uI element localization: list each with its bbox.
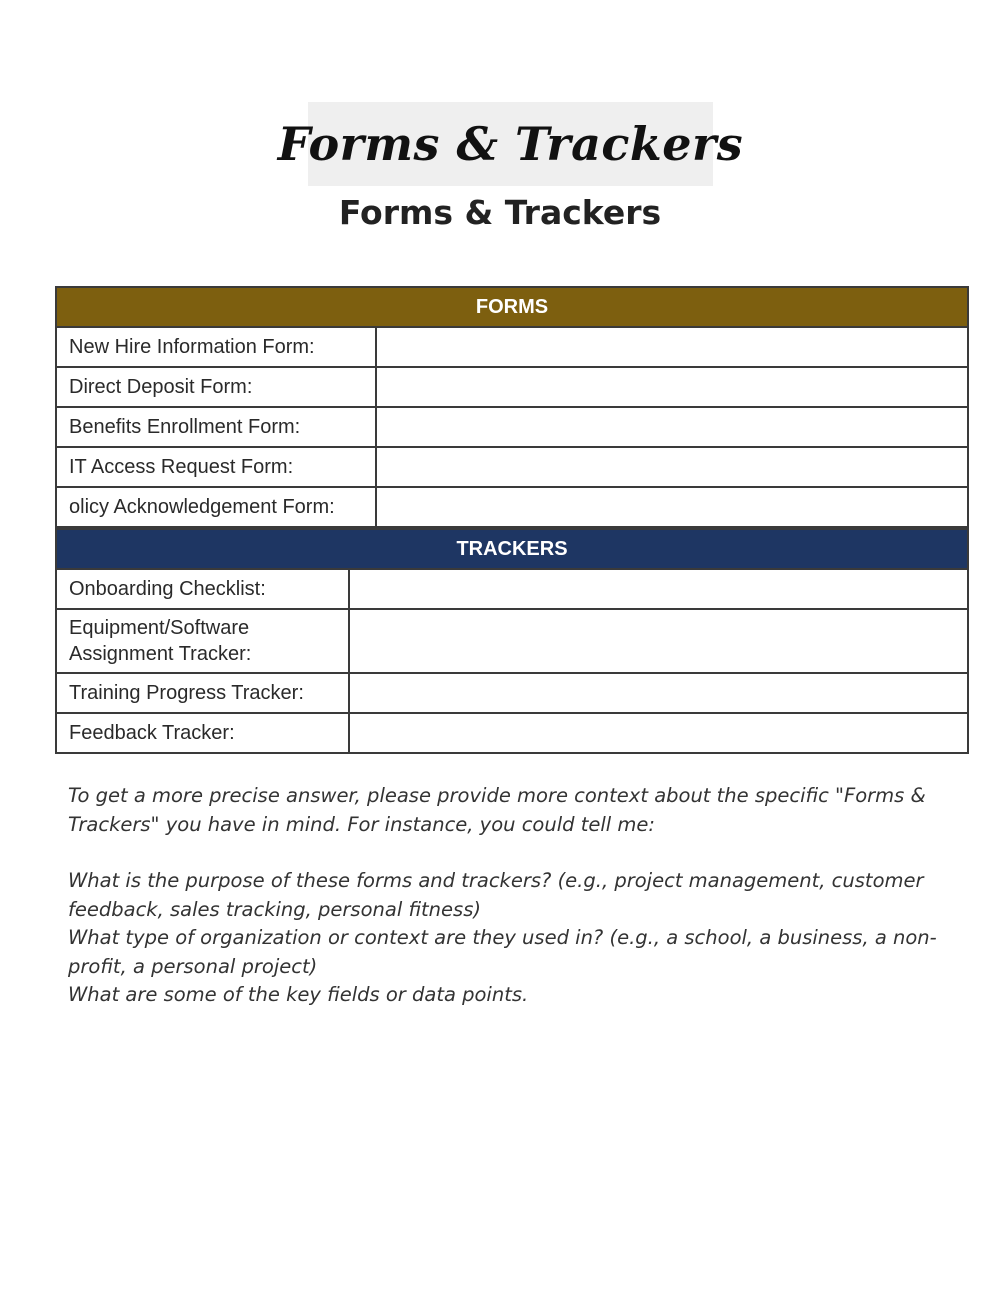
notes-question: What are some of the key fields or data points. [68, 983, 529, 1006]
trackers-section-header [56, 529, 968, 569]
table-row [56, 327, 968, 367]
tracker-value-field[interactable] [349, 713, 968, 753]
table-row [56, 367, 968, 407]
trackers-table [55, 528, 969, 754]
form-label: Benefits Enrollment Form: [56, 407, 376, 447]
tracker-label: Feedback Tracker: [56, 713, 349, 753]
table-row [56, 447, 968, 487]
decorative-title-banner [277, 102, 744, 186]
form-value-field[interactable] [376, 367, 968, 407]
form-value-field[interactable] [376, 447, 968, 487]
form-value-field[interactable] [376, 487, 968, 527]
tracker-value-field[interactable] [349, 673, 968, 713]
script-title: Forms & Trackers [277, 117, 744, 171]
form-value-field[interactable] [376, 327, 968, 367]
trackers-heading: TRACKERS [56, 529, 968, 569]
form-label: olicy Acknowledgement Form: [56, 487, 376, 527]
table-row [56, 673, 968, 713]
paragraph-gap [68, 839, 953, 867]
tracker-label: Training Progress Tracker: [56, 673, 349, 713]
table-row [56, 487, 968, 527]
forms-heading: FORMS [56, 287, 968, 327]
page-title: Forms & Trackers [338, 193, 662, 232]
table-row [56, 569, 968, 609]
notes-question: What type of organization or context are they used in? (e.g., a school, a business, a non-profit, a personal project) [68, 926, 937, 978]
form-label: IT Access Request Form: [56, 447, 376, 487]
notes-intro: To get a more precise answer, please provide more context about the specific "Forms & Trackers" you have in mind. For instance, you could tell me: [68, 784, 926, 836]
tracker-value-field[interactable] [349, 609, 968, 673]
table-row [56, 609, 968, 673]
form-value-field[interactable] [376, 407, 968, 447]
forms-section-header [56, 287, 968, 327]
form-label: New Hire Information Form: [56, 327, 376, 367]
notes-section [68, 782, 953, 1010]
forms-trackers-table [55, 286, 969, 528]
tracker-label: Onboarding Checklist: [56, 569, 349, 609]
tracker-value-field[interactable] [349, 569, 968, 609]
form-label: Direct Deposit Form: [56, 367, 376, 407]
table-row [56, 713, 968, 753]
table-row [56, 407, 968, 447]
tracker-label: Equipment/Software Assignment Tracker: [56, 609, 349, 673]
notes-question: What is the purpose of these forms and trackers? (e.g., project management, customer feedback, sales tracking, personal fitness) [68, 869, 924, 921]
